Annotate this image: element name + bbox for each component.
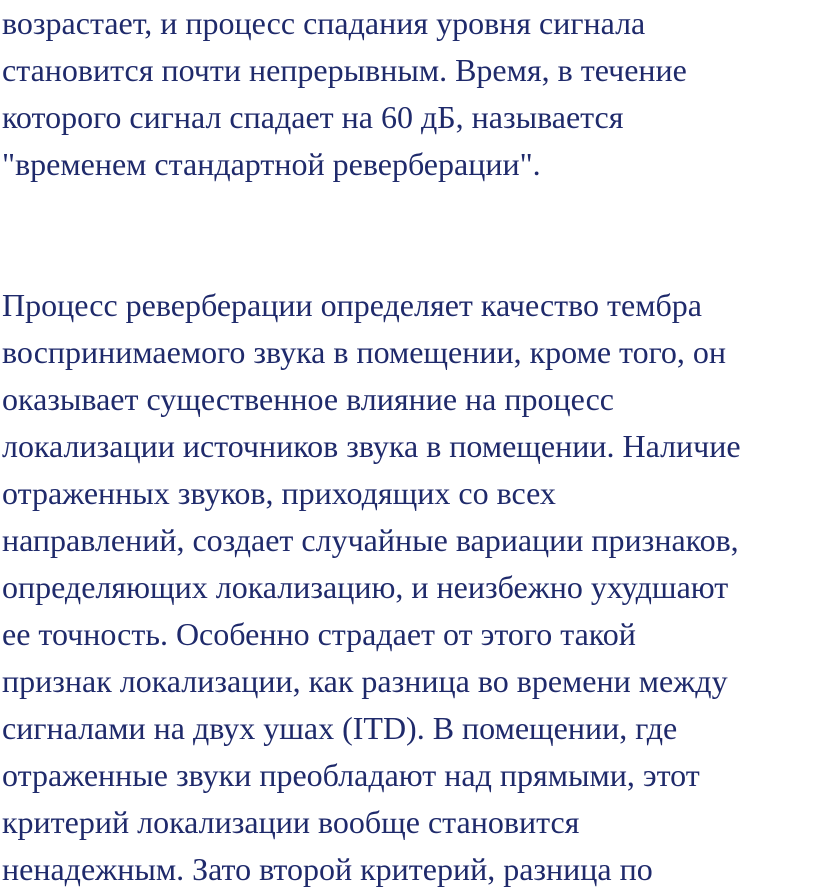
paragraph-reverberation-time [2,0,816,188]
text-line: которого сигнал спадает на 60 дБ, называется [2,99,624,135]
text-line: направлений, создает случайные вариации признаков, [2,522,739,558]
text-line: критерий локализации вообще становится [2,804,580,840]
text-line: оказывает существенное влияние на процесс [2,381,614,417]
text-line: определяющих локализацию, и неизбежно ухудшают [2,569,729,605]
text-line: Процесс реверберации определяет качество тембра [2,287,702,323]
text-line: ее точность. Особенно страдает от этого такой [2,616,636,652]
text-line: признак локализации, как разница во времени между [2,663,728,699]
text-line: отраженные звуки преобладают над прямыми, этот [2,757,700,793]
text-line: воспринимаемого звука в помещении, кроме того, он [2,334,727,370]
text-line: становится почти непрерывным. Время, в течение [2,52,687,88]
text-line: ненадежным. Зато второй критерий, разница по [2,851,653,887]
paragraph-reverberation-localization [2,282,816,893]
text-line: сигналами на двух ушах (ITD). В помещении, где [2,710,678,746]
text-line: "временем стандартной реверберации". [2,146,541,182]
text-line: отраженных звуков, приходящих со всех [2,475,556,511]
text-line: локализации источников звука в помещении. Наличие [2,428,741,464]
text-line: возрастает, и процесс спадания уровня сигнала [2,5,646,41]
